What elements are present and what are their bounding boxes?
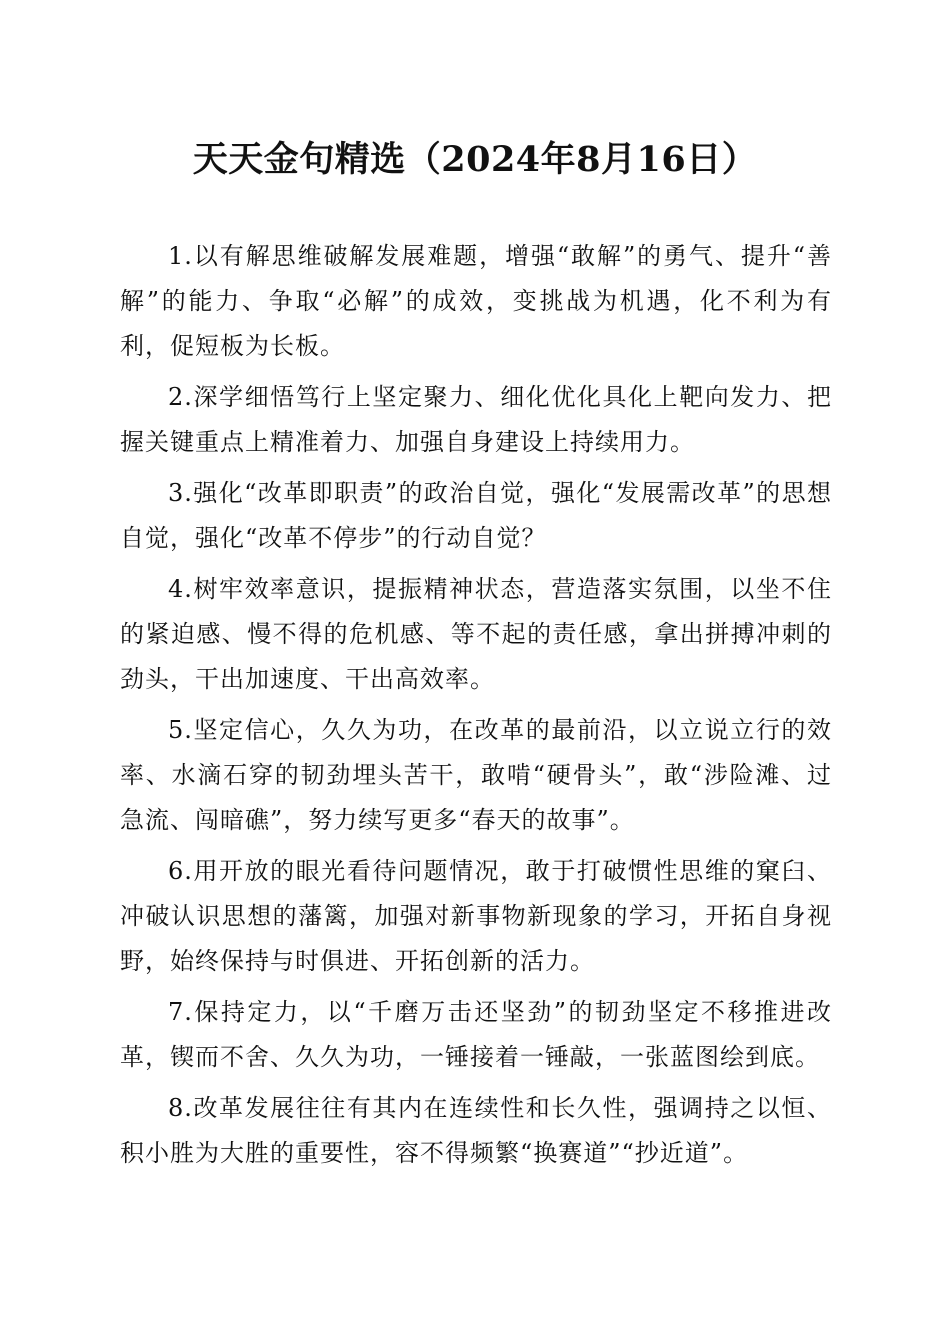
paragraph-4: 4.树牢效率意识，提振精神状态，营造落实氛围，以坐不住的紧迫感、慢不得的危机感、等不起的责任感，拿出拼搏冲刺的劲头，干出加速度、干出高效率。 bbox=[120, 575, 832, 693]
paragraph-3: 3.强化“改革即职责”的政治自觉，强化“发展需改革”的思想自觉，强化“改革不停步”的行动自觉？ bbox=[120, 479, 832, 552]
paragraph-1: 1.以有解思维破解发展难题，增强“敢解”的勇气、提升“善解”的能力、争取“必解”的成效，变挑战为机遇，化不利为有利，促短板为长板。 bbox=[120, 242, 832, 360]
paragraph-5: 5.坚定信心，久久为功，在改革的最前沿，以立说立行的效率、水滴石穿的韧劲埋头苦干，敢啃“硬骨头”，敢“涉险滩、过急流、闯暗礁”，努力续写更多“春天的故事”。 bbox=[120, 716, 832, 834]
paragraph-8: 8.改革发展往往有其内在连续性和长久性，强调持之以恒、积小胜为大胜的重要性，容不得频繁“换赛道”“抄近道”。 bbox=[120, 1094, 832, 1167]
paragraph-6: 6.用开放的眼光看待问题情况，敢于打破惯性思维的窠臼、冲破认识思想的藩篱，加强对新事物新现象的学习，开拓自身视野，始终保持与时俱进、开拓创新的活力。 bbox=[120, 857, 832, 975]
paragraph-7: 7.保持定力，以“千磨万击还坚劲”的韧劲坚定不移推进改革，锲而不舍、久久为功，一锤接着一锤敲，一张蓝图绘到底。 bbox=[120, 998, 832, 1071]
paragraph-2: 2.深学细悟笃行上坚定聚力、细化优化具化上靶向发力、把握关键重点上精准着力、加强自身建设上持续用力。 bbox=[120, 383, 832, 456]
document-title: 天天金句精选（2024年8月16日） bbox=[192, 139, 758, 180]
document-body bbox=[120, 234, 832, 1182]
